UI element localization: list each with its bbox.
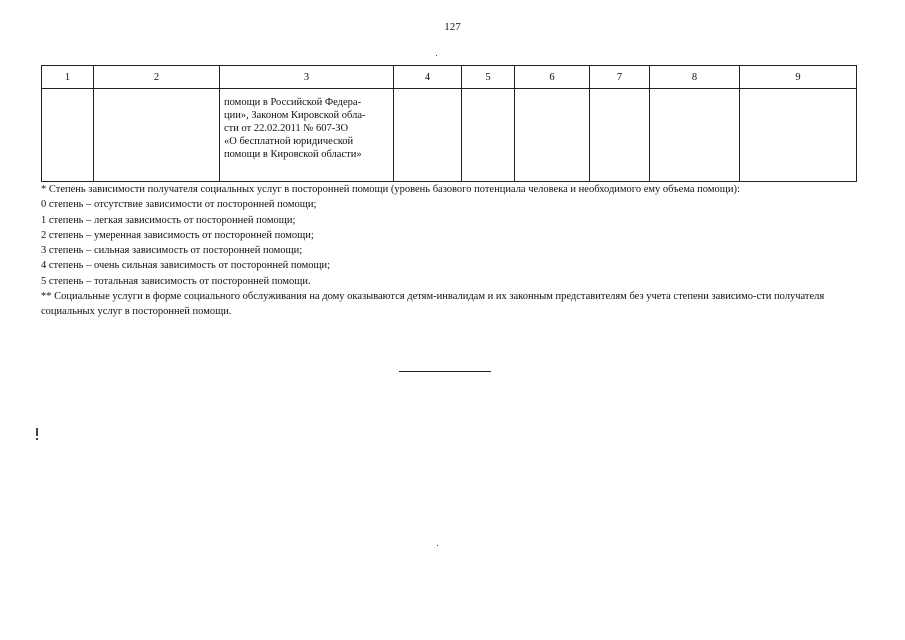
table-cell [515, 89, 590, 182]
scan-speck [36, 438, 38, 440]
table-header-cell: 8 [650, 66, 740, 89]
footnote-degree-3: 3 степень – сильная зависимость от посторонней помощи; [41, 245, 303, 257]
footnote-degree-5: 5 степень – тотальная зависимость от посторонней помощи. [41, 275, 311, 287]
table-cell [590, 89, 650, 182]
table-cell [650, 89, 740, 182]
scan-speck [437, 545, 438, 546]
footnote-home-services: ** Социальные услуги в форме социального обслуживания на дому оказываются детям-инвалидам и их законным представителям без учета степени зависимо-сти получателя социальных услуг в посторонней помощи. [41, 291, 825, 318]
table-header-cell: 5 [462, 66, 515, 89]
page-number: 127 [444, 21, 461, 33]
table-header-cell: 3 [220, 66, 394, 89]
table-cell [740, 89, 857, 182]
scan-speck [436, 55, 437, 56]
table-cell [394, 89, 462, 182]
table-header-cell: 4 [394, 66, 462, 89]
closing-rule [399, 371, 491, 372]
table-header-row [42, 66, 857, 89]
services-table [41, 65, 857, 182]
table-cell [42, 89, 94, 182]
table-cell [94, 89, 220, 182]
table-header-cell: 7 [590, 66, 650, 89]
table-cell-legal-basis: помощи в Российской Федера- ции», Законом Кировской обла- сти от 22.02.2011 № 607-ЗО «О бесплатной юридической помощи в Кировской области» [220, 89, 394, 182]
footnote-degree-4: 4 степень – очень сильная зависимость от посторонней помощи; [41, 260, 331, 272]
footnote-degree-2: 2 степень – умеренная зависимость от посторонней помощи; [41, 229, 314, 241]
table-cell [462, 89, 515, 182]
footnotes [41, 182, 856, 320]
footnote-degree-0: 0 степень – отсутствие зависимости от посторонней помощи; [41, 199, 317, 211]
footnote-dependency-degree: * Степень зависимости получателя социальных услуг в посторонней помощи (уровень базового потенциала человека и необходимого ему объема помощи): [41, 184, 740, 195]
table-header-cell: 1 [42, 66, 94, 89]
table-header-cell: 9 [740, 66, 857, 89]
table-header-cell: 6 [515, 66, 590, 89]
scan-speck [36, 428, 38, 436]
footnote-degree-1: 1 степень – легкая зависимость от посторонней помощи; [41, 214, 296, 226]
table-header-cell: 2 [94, 66, 220, 89]
table-row [42, 89, 857, 182]
